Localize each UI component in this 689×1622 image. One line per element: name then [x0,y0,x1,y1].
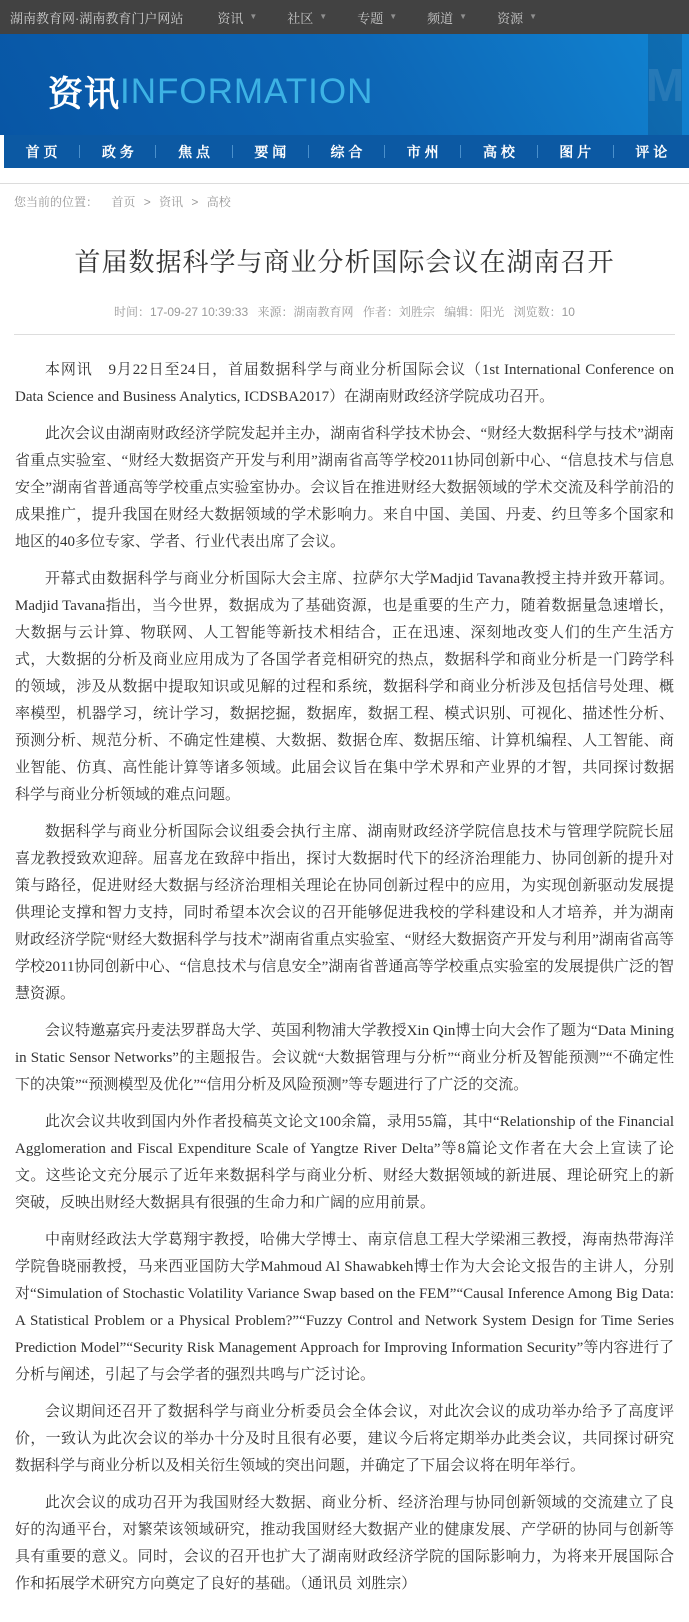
breadcrumb-separator: > [140,195,155,209]
section-banner [0,34,689,135]
article-title: 首届数据科学与商业分析国际会议在湖南召开 [74,248,615,277]
breadcrumb-link-home[interactable]: 首页 [111,195,136,209]
topbar-menu-label: 资源 [497,10,524,26]
banner-title-en: INFORMATION [120,71,374,111]
nav-item-focus[interactable]: 焦 点 [178,143,210,160]
article [0,242,689,1622]
nav-item-colleges[interactable]: 高 校 [482,143,515,160]
topbar-menu-label: 专题 [357,10,384,26]
topbar-menu-label: 社区 [287,10,314,26]
meta-editor [444,305,504,319]
breadcrumb-link-news[interactable]: 资讯 [159,195,184,209]
chevron-down-icon: ▼ [389,12,398,21]
topbar-menu-resources[interactable] [497,8,537,27]
topbar-menu-channels[interactable] [427,8,467,27]
meta-source [257,305,353,319]
topbar-menu-topics[interactable] [357,8,397,27]
meta-source-value: 湖南教育网 [293,305,354,319]
topbar-menu-label: 资讯 [217,10,244,26]
nav-item-cities[interactable]: 市 州 [406,143,439,160]
banner-title-cn: 资讯 [48,74,121,114]
nav-item-headlines[interactable]: 要 闻 [254,143,287,160]
chevron-down-icon: ▼ [249,12,258,21]
meta-views-label: 浏览数： [513,305,562,319]
article-paragraph-9: 此次会议的成功召开为我国财经大数据、商业分析、经济治理与协同创新领域的交流建立了良好的沟通平台，对繁荣该领域研究，推动我国财经大数据产业的健康发展、产学研的协同与创新等具有重要的意义。同时，会议的召开也扩大了湖南财政经济学院的国际影响力，为将来开展国际合作和拓展学术研究方向奠定了良好的基础。（通讯员 刘胜宗） [15,1495,674,1592]
topbar-menu-label: 频道 [427,10,454,26]
nav-item-government[interactable]: 政 务 [101,143,134,160]
topbar [0,0,689,34]
breadcrumb-separator: > [188,195,202,209]
meta-views [514,305,575,319]
article-paragraph-4: 数据科学与商业分析国际会议组委会执行主席、湖南财政经济学院信息技术与管理学院院长屈喜龙教授致欢迎辞。屈喜龙在致辞中指出，探讨大数据时代下的经济治理能力、协同创新的提升对策与路径，促进财经大数据与经济治理相关理论在协同创新过程中的应用，为实现创新驱动发展提供理论支撑和智力支持，同时希望本次会议的召开能够促进我校的学科建设和人才培养，并为湖南财政经济学院“财经大数据科学与技术”湖南省重点实验室、“财经大数据资产开发与利用”湖南省高等学校2011协同创新中心、“信息技术与信息安全”湖南省普通高等学校重点实验室的发展提供广泛的智慧资源。 [15,824,674,1002]
chevron-down-icon: ▼ [319,12,328,21]
breadcrumb [0,184,689,210]
article-meta [0,303,689,320]
topbar-menu-news[interactable] [217,8,257,27]
banner-watermark [645,34,685,135]
meta-views-value: 10 [561,305,575,319]
breadcrumb-links [98,195,231,209]
chevron-down-icon: ▼ [459,12,468,21]
breadcrumb-link-colleges[interactable]: 高校 [206,195,231,209]
banner-watermark-letter: M [645,58,685,111]
meta-author-value: 刘胜宗 [398,305,435,319]
article-paragraph-5: 会议特邀嘉宾丹麦法罗群岛大学、英国利物浦大学教授Xin Qin博士向大会作了题为“Data Mining in Static Sensor Networks”的主题报告。会议就“大数据管理与分析”“商业分析及智能预测”“不确定性下的决策”“预测模型及优化”“信用分析及风险预测”等专题进行了广泛的交流。 [15,1023,674,1093]
nav-item-home[interactable]: 首 页 [25,143,58,160]
nav-item-photos[interactable]: 图 片 [559,143,592,160]
meta-source-label: 来源： [257,305,294,319]
article-paragraph-2: 此次会议由湖南财政经济学院发起并主办，湖南省科学技术协会、“财经大数据科学与技术”湖南省重点实验室、“财经大数据资产开发与利用”湖南省高等学校2011协同创新中心、“信息技术与信息安全”湖南省普通高等学校重点实验室协办。会议旨在推进财经大数据领域的学术交流及科学前沿的成果推广，提升我国在财经大数据领域的学术影响力。来自中国、美国、丹麦、约旦等多个国家和地区的40多位专家、学者、行业代表出席了会议。 [15,426,674,550]
nav-item-comments[interactable]: 评 论 [635,143,668,160]
meta-author-label: 作者： [362,305,399,319]
meta-editor-value: 阳光 [480,305,505,319]
article-body [0,335,689,1622]
site-title-link[interactable]: 湖南教育网·湖南教育门户网站 [10,10,184,26]
meta-time [114,305,248,319]
main-nav [0,135,689,168]
breadcrumb-label: 您当前的位置： [14,195,99,209]
meta-author [363,305,435,319]
meta-time-label: 时间： [114,305,151,319]
article-paragraph-3: 开幕式由数据科学与商业分析国际大会主席、拉萨尔大学Madjid Tavana教授主持并致开幕词。Madjid Tavana指出，当今世界，数据成为了基础资源，也是重要的生产力，随着数据量急速增长，大数据与云计算、物联网、人工智能等新技术相结合，正在迅速、深刻地改变人们的生产生活方式，大数据的分析及商业应用成为了各国学者竞相研究的热点，数据科学和商业分析是一门跨学科的领域，涉及从数据中提取知识或见解的过程和系统，数据科学和商业分析涉及包括信号处理、概率模型，机器学习，统计学习，数据挖掘，数据库，数据工程、模式识别、可视化、描述性分析、预测分析、规范分析、不确定性建模、大数据、数据仓库、数据压缩、计算机编程、人工智能、商业智能、仿真、高性能计算等诸多领域。此届会议旨在集中学术界和产业界的才智，共同探讨数据科学与商业分析领域的难点问题。 [15,571,674,803]
meta-time-value: 17-09-27 10:39:33 [150,305,249,319]
article-paragraph-6: 此次会议共收到国内外作者投稿英文论文100余篇，录用55篇，其中“Relationship of the Financial Agglomeration and Fiscal Expenditure Scale of Yangtze River Delta”等8篇论文作者在大会上宣读了论文。这些论文充分展示了近年来数据科学与商业分析、财经大数据领域的新进展、理论研究上的新突破，反映出财经大数据具有很强的生命力和广阔的应用前景。 [15,1114,674,1211]
breadcrumb-separator [103,195,106,209]
topbar-menus [217,8,567,27]
topbar-menu-community[interactable] [287,8,327,27]
chevron-down-icon: ▼ [529,12,538,21]
meta-editor-label: 编辑： [444,305,481,319]
article-paragraph-8: 会议期间还召开了数据科学与商业分析委员会全体会议，对此次会议的成功举办给予了高度评价，一致认为此次会议的举办十分及时且很有必要，建议今后将定期举办此类会议，共同探讨研究数据科学与商业分析以及相关衍生领域的突出问题，并确定了下届会议将在明年举行。 [15,1404,674,1474]
nav-item-general[interactable]: 综 合 [330,143,363,160]
article-paragraph-7: 中南财经政法大学葛翔宇教授，哈佛大学博士、南京信息工程大学梁湘三教授，海南热带海洋学院鲁晓丽教授，马来西亚国防大学Mahmoud Al Shawabkeh博士作为大会论文报告的主讲人，分别对“Simulation of Stochastic Volatility Variance Swap based on the FEM”“Causal Inference Among Big Data: A Statistical Problem or a Physical Problem?”“Fuzzy Control and Network System Design for Time Series Prediction Model”“Security Risk Management Approach for Improving Information Security”等内容进行了分析与阐述，引起了与会学者的强烈共鸣与广泛讨论。 [15,1232,674,1383]
article-paragraph-1: 本网讯 9月22日至24日，首届数据科学与商业分析国际会议（1st International Conference on Data Science and Business Analytics, ICDSBA2017）在湖南财政经济学院成功召开。 [15,362,674,405]
